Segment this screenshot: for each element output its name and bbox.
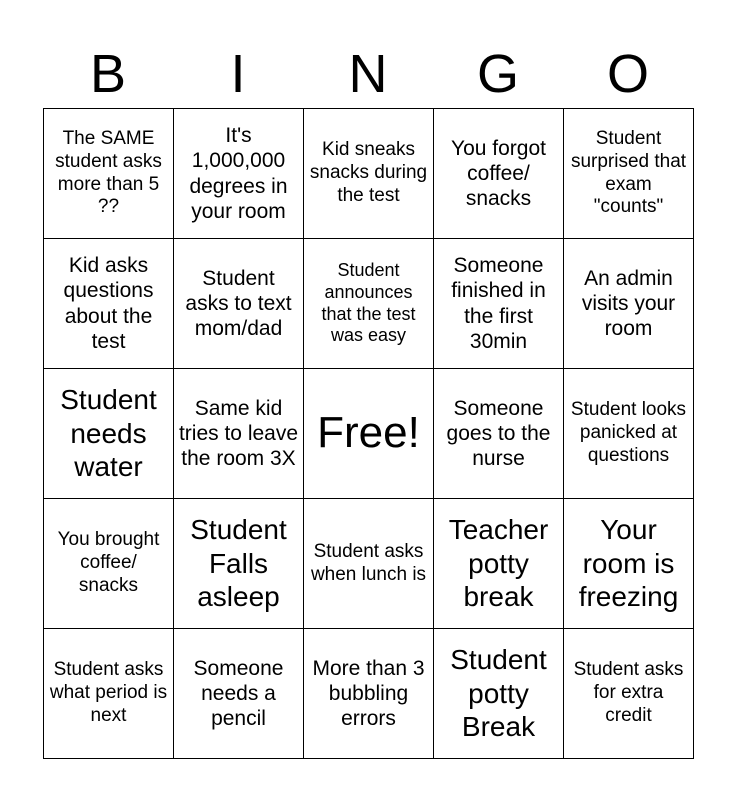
bingo-cell[interactable]: An admin visits your room xyxy=(564,239,694,369)
free-space[interactable]: Free! xyxy=(304,369,434,499)
bingo-cell[interactable]: Someone needs a pencil xyxy=(174,629,304,759)
header-letter-o: O xyxy=(606,44,649,104)
bingo-cell[interactable]: You forgot coffee/ snacks xyxy=(434,109,564,239)
header-letter-n: N xyxy=(348,44,388,104)
bingo-cell[interactable]: You brought coffee/ snacks xyxy=(44,499,174,629)
bingo-cell[interactable]: Someone goes to the nurse xyxy=(434,369,564,499)
bingo-cell[interactable]: Student asks to text mom/dad xyxy=(174,239,304,369)
bingo-cell[interactable]: Student Falls asleep xyxy=(174,499,304,629)
header-letter-b: B xyxy=(89,44,127,104)
bingo-header xyxy=(43,40,693,108)
bingo-cell[interactable]: Student announces that the test was easy xyxy=(304,239,434,369)
bingo-cell[interactable]: Student asks when lunch is xyxy=(304,499,434,629)
bingo-cell[interactable]: Student asks for extra credit xyxy=(564,629,694,759)
bingo-grid xyxy=(43,108,694,759)
header-letter-g: G xyxy=(476,44,519,104)
bingo-cell[interactable]: Your room is freezing xyxy=(564,499,694,629)
bingo-cell[interactable]: Teacher potty break xyxy=(434,499,564,629)
grid-row-2 xyxy=(44,239,694,369)
grid-row-4 xyxy=(44,499,694,629)
bingo-cell[interactable]: Student potty Break xyxy=(434,629,564,759)
bingo-cell[interactable]: Student asks what period is next xyxy=(44,629,174,759)
grid-row-1 xyxy=(44,109,694,239)
bingo-cell[interactable]: Kid asks questions about the test xyxy=(44,239,174,369)
bingo-cell[interactable]: Student looks panicked at questions xyxy=(564,369,694,499)
grid-row-5 xyxy=(44,629,694,759)
bingo-cell[interactable]: It's 1,000,000 degrees in your room xyxy=(174,109,304,239)
bingo-cell[interactable]: Student surprised that exam "counts" xyxy=(564,109,694,239)
header-letter-i: I xyxy=(230,44,246,104)
bingo-cell[interactable]: The SAME student asks more than 5 ?? xyxy=(44,109,174,239)
bingo-cell[interactable]: Student needs water xyxy=(44,369,174,499)
bingo-cell[interactable]: Kid sneaks snacks during the test xyxy=(304,109,434,239)
bingo-cell[interactable]: Same kid tries to leave the room 3X xyxy=(174,369,304,499)
bingo-cell[interactable]: Someone finished in the first 30min xyxy=(434,239,564,369)
bingo-cell[interactable]: More than 3 bubbling errors xyxy=(304,629,434,759)
grid-row-3 xyxy=(44,369,694,499)
